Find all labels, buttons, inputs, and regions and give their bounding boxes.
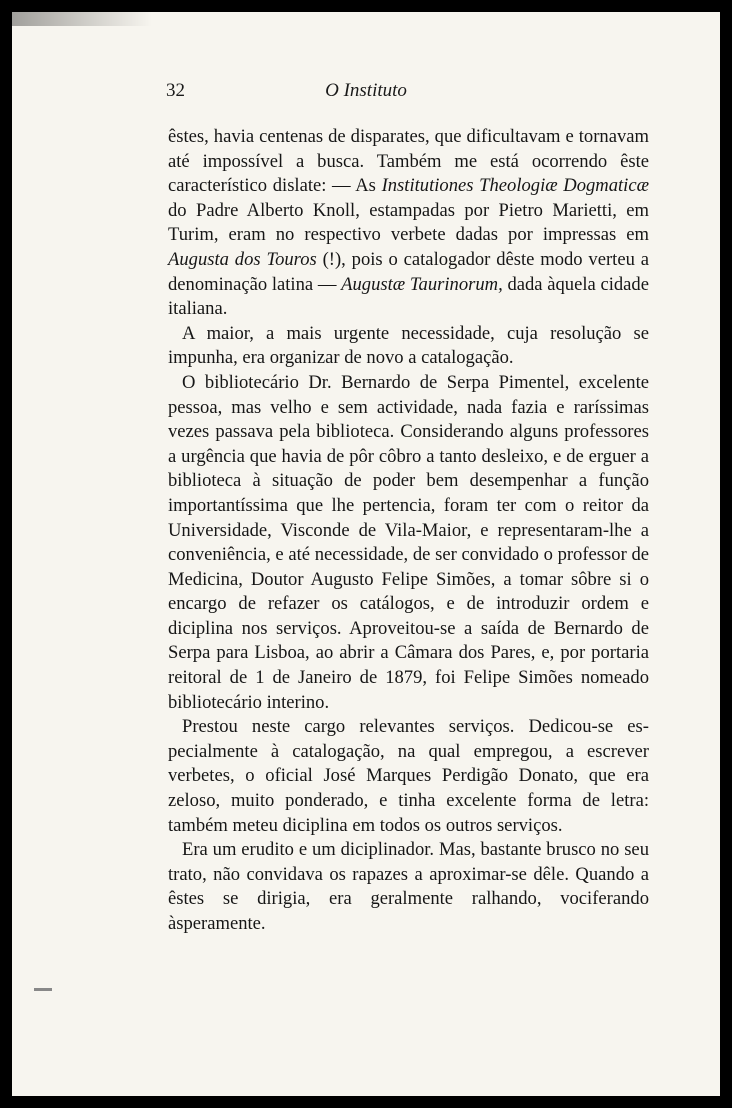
scan-smudge [12,12,152,26]
paragraph [168,715,649,838]
margin-mark [34,988,52,991]
paragraph [168,838,649,936]
page-number: 32 [166,80,185,101]
paragraph [168,322,649,371]
book-page [12,12,720,1096]
italic-title-text: Augustæ Taurinorum, [341,273,503,295]
paragraph-text: Era um erudito e um diciplinador. Mas, bastante brusco no seu trato, não convidava os rapazes a aproximar-se dêle. Quando a êstes se dirigia, era geralmente ralhando, vociferando àsperamente. [168,839,649,934]
paragraph-text: O bibliotecário Dr. Bernardo de Serpa Pimentel, excelente pessoa, mas velho e sem actividade, nada fazia e raríssimas vezes passava pela biblioteca. Considerando alguns professores a urgência que havia de pôr côbro a tanto desleixo, e de erguer a biblioteca à situação de poder bem desempenhar a função importantíssima que lhe pertencia, foram ter com o reitor da Universidade, Visconde de Vila-Maior, e representaram-lhe a conveniência, e até necessidade, de ser convidado o professor de Medicina, Doutor Augusto Felipe Simões, a tomar sôbre si o encargo de refazer os catálogos, e de introduzir ordem e diciplina nos serviços. Aproveitou-se a saída de Bernardo de Serpa para Lisboa, ao abrir a Câmara dos Pares, e, por portaria reitoral de 1 de Janeiro de 1879, foi Felipe Simões nomeado bibliotecário interino. [168,371,649,713]
paragraph-text: Prestou neste cargo relevantes serviços. Dedicou-se especialmente à catalogação, na qual empregou, a escrever verbetes, o oficial José Marques Perdigão Donato, que era zeloso, muito ponderado, e tinha excelente forma de letra: também meteu diciplina em todos os outros serviços. [168,716,649,836]
italic-title-text: Institutiones Theologiæ Dogmaticæ [381,175,650,197]
paragraph-text: dada àquela cidade italiana. [168,273,649,320]
paragraph-text: do Padre Alberto Knoll, estampadas por Pietro Marietti, em Turim, eram no respectivo verbete dadas por impressas em [168,199,649,246]
paragraph-text: A maior, a mais urgente necessidade, cuja resolução se impunha, era organizar de novo a catalogação. [168,322,649,369]
paragraph-text: êstes, havia centenas de disparates, que dificultavam e tornavam até impossível a busca. Também me está ocorrendo êste característico dislate: — As [168,126,649,197]
paragraph [168,371,649,715]
paragraph [168,125,649,322]
running-title: O Instituto [325,80,407,101]
body-text [168,125,649,937]
italic-title-text: Augusta dos Touros [168,248,317,270]
paragraph-text: (!), pois o catalogador dêste modo verteu a denominação latina — [168,248,649,295]
running-head [12,80,720,106]
